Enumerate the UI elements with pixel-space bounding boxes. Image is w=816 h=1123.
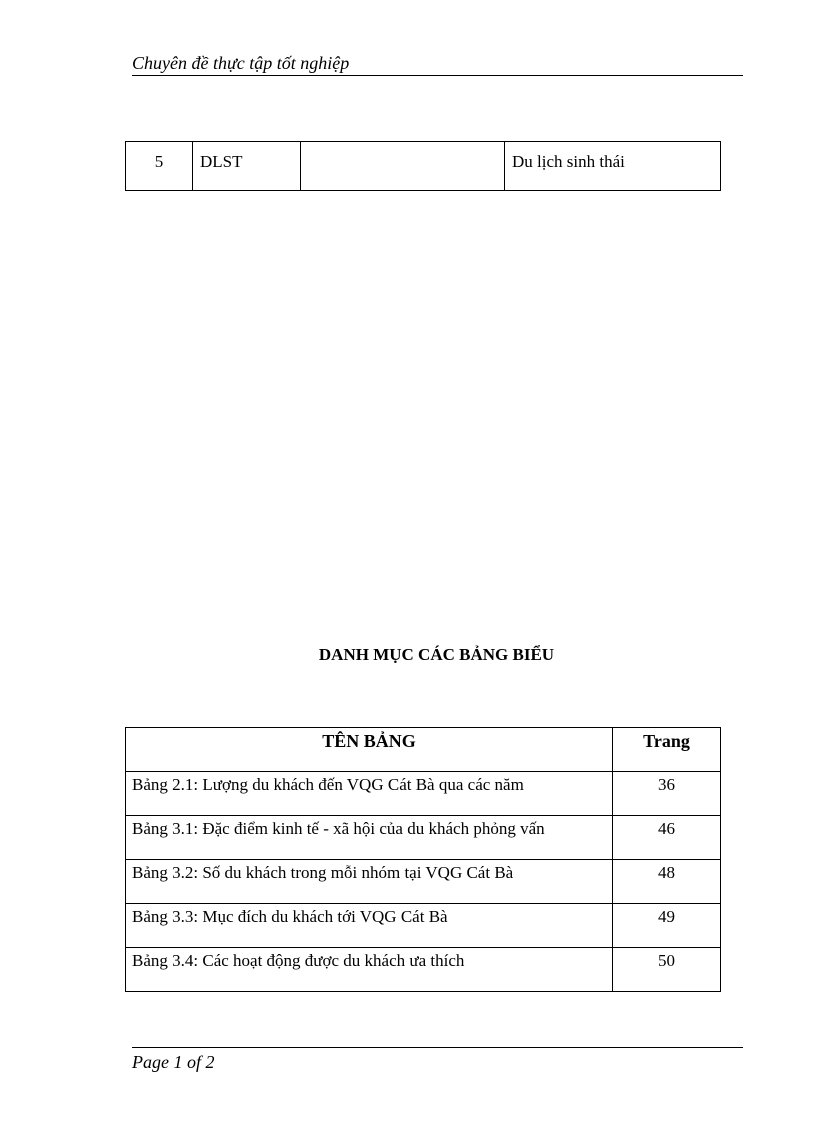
tables-list-title: DANH MỤC CÁC BẢNG BIỂU (318, 645, 555, 664)
page-header: Chuyên đề thực tập tốt nghiệp (132, 52, 743, 76)
abbr-meaning-cell: Du lịch sinh thái (505, 142, 721, 191)
table-page-cell: 50 (613, 948, 721, 992)
table-row (126, 816, 721, 860)
abbr-code-cell: DLST (193, 142, 301, 191)
abbr-english-cell (301, 142, 505, 191)
table-name-cell: Bảng 3.1: Đặc điểm kinh tế - xã hội của du khách phỏng vấn (126, 816, 613, 860)
header-page-cell: Trang (613, 728, 721, 772)
page-footer: Page 1 of 2 (132, 1047, 743, 1073)
table-page-cell: 36 (613, 772, 721, 816)
table-name-cell: Bảng 3.4: Các hoạt động được du khách ưa thích (126, 948, 613, 992)
table-row (126, 860, 721, 904)
tables-list-table (125, 727, 721, 992)
table-page-cell: 49 (613, 904, 721, 948)
table-row (126, 772, 721, 816)
table-page-cell: 48 (613, 860, 721, 904)
table-header-row (126, 728, 721, 772)
abbr-number-cell: 5 (126, 142, 193, 191)
table-name-cell: Bảng 3.2: Số du khách trong mỗi nhóm tại VQG Cát Bà (126, 860, 613, 904)
table-name-cell: Bảng 2.1: Lượng du khách đến VQG Cát Bà qua các năm (126, 772, 613, 816)
abbreviations-table (125, 141, 721, 191)
header-name-cell: TÊN BẢNG (126, 728, 613, 772)
table-name-cell: Bảng 3.3: Mục đích du khách tới VQG Cát Bà (126, 904, 613, 948)
table-row (126, 904, 721, 948)
table-row (126, 142, 721, 191)
table-page-cell: 46 (613, 816, 721, 860)
table-row (126, 948, 721, 992)
